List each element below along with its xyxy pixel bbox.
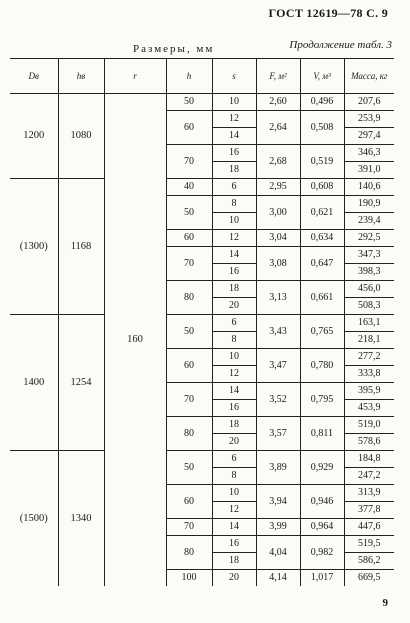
height-h-cell: 70 (166, 519, 212, 536)
thickness-cell: 16 (212, 400, 256, 417)
standard-header: ГОСТ 12619—78 С. 9 (268, 6, 388, 20)
table-body (10, 94, 394, 587)
column-header: Масса, кг (344, 59, 394, 94)
thickness-cell: 18 (212, 417, 256, 434)
mass-cell: 586,2 (344, 553, 394, 570)
height-h-cell: 80 (166, 417, 212, 451)
thickness-cell: 20 (212, 298, 256, 315)
volume-cell: 0,519 (300, 145, 344, 179)
thickness-cell: 18 (212, 553, 256, 570)
volume-cell: 0,964 (300, 519, 344, 536)
volume-cell: 0,811 (300, 417, 344, 451)
volume-cell: 0,982 (300, 536, 344, 570)
table-row (10, 315, 394, 332)
mass-cell: 277,2 (344, 349, 394, 366)
thickness-cell: 14 (212, 383, 256, 400)
thickness-cell: 10 (212, 485, 256, 502)
area-cell: 3,99 (256, 519, 300, 536)
height-h-cell: 50 (166, 94, 212, 111)
area-cell: 2,68 (256, 145, 300, 179)
column-header: F, м² (256, 59, 300, 94)
column-header: Dв (10, 59, 58, 94)
diameter-cell: (1300) (10, 179, 58, 315)
volume-cell: 0,795 (300, 383, 344, 417)
height-h-cell: 70 (166, 383, 212, 417)
height-h-cell: 70 (166, 145, 212, 179)
thickness-cell: 14 (212, 519, 256, 536)
table-header-row (10, 59, 394, 94)
mass-cell: 346,3 (344, 145, 394, 162)
diameter-cell: (1500) (10, 451, 58, 587)
page-number: 9 (382, 597, 388, 609)
thickness-cell: 16 (212, 536, 256, 553)
mass-cell: 163,1 (344, 315, 394, 332)
thickness-cell: 12 (212, 366, 256, 383)
table-row (10, 179, 394, 196)
height-hv-cell: 1340 (58, 451, 104, 587)
column-header: V, м³ (300, 59, 344, 94)
mass-cell: 391,0 (344, 162, 394, 179)
thickness-cell: 20 (212, 434, 256, 451)
mass-cell: 347,3 (344, 247, 394, 264)
mass-cell: 190,9 (344, 196, 394, 213)
area-cell: 2,64 (256, 111, 300, 145)
area-cell: 3,13 (256, 281, 300, 315)
thickness-cell: 8 (212, 468, 256, 485)
mass-cell: 395,9 (344, 383, 394, 400)
height-h-cell: 80 (166, 536, 212, 570)
area-cell: 2,60 (256, 94, 300, 111)
column-header: h (166, 59, 212, 94)
area-cell: 3,57 (256, 417, 300, 451)
volume-cell: 1,017 (300, 570, 344, 587)
height-h-cell: 50 (166, 451, 212, 485)
thickness-cell: 14 (212, 128, 256, 145)
height-h-cell: 70 (166, 247, 212, 281)
table-row (10, 94, 394, 111)
volume-cell: 0,946 (300, 485, 344, 519)
mass-cell: 398,3 (344, 264, 394, 281)
volume-cell: 0,508 (300, 111, 344, 145)
mass-cell: 184,8 (344, 451, 394, 468)
volume-cell: 0,647 (300, 247, 344, 281)
area-cell: 3,08 (256, 247, 300, 281)
thickness-cell: 18 (212, 281, 256, 298)
thickness-cell: 12 (212, 502, 256, 519)
thickness-cell: 8 (212, 332, 256, 349)
area-cell: 4,04 (256, 536, 300, 570)
area-cell: 2,95 (256, 179, 300, 196)
thickness-cell: 16 (212, 145, 256, 162)
mass-cell: 519,0 (344, 417, 394, 434)
area-cell: 4,14 (256, 570, 300, 587)
thickness-cell: 6 (212, 179, 256, 196)
column-header: r (104, 59, 166, 94)
area-cell: 3,43 (256, 315, 300, 349)
mass-cell: 239,4 (344, 213, 394, 230)
volume-cell: 0,634 (300, 230, 344, 247)
thickness-cell: 20 (212, 570, 256, 587)
volume-cell: 0,929 (300, 451, 344, 485)
diameter-cell: 1200 (23, 130, 45, 141)
mass-cell: 333,8 (344, 366, 394, 383)
mass-cell: 447,6 (344, 519, 394, 536)
sizes-heading: Размеры, мм (133, 43, 215, 55)
height-h-cell: 100 (166, 570, 212, 587)
thickness-cell: 12 (212, 111, 256, 128)
thickness-cell: 18 (212, 162, 256, 179)
thickness-cell: 10 (212, 94, 256, 111)
mass-cell: 207,6 (344, 94, 394, 111)
mass-cell: 292,5 (344, 230, 394, 247)
diameter-cell: 1400 (10, 315, 58, 451)
thickness-cell: 10 (212, 349, 256, 366)
area-cell: 3,94 (256, 485, 300, 519)
mass-cell: 377,8 (344, 502, 394, 519)
mass-cell: 519,5 (344, 536, 394, 553)
height-h-cell: 60 (166, 111, 212, 145)
volume-cell: 0,661 (300, 281, 344, 315)
mass-cell: 218,1 (344, 332, 394, 349)
mass-cell: 453,9 (344, 400, 394, 417)
mass-cell: 253,9 (344, 111, 394, 128)
height-hv-cell: 1080 (58, 94, 104, 179)
volume-cell: 0,621 (300, 196, 344, 230)
height-hv-cell: 1168 (58, 179, 104, 315)
area-cell: 3,00 (256, 196, 300, 230)
dimensions-table (10, 58, 394, 586)
mass-cell: 508,3 (344, 298, 394, 315)
thickness-cell: 14 (212, 247, 256, 264)
area-cell: 3,04 (256, 230, 300, 247)
table-row (10, 451, 394, 468)
volume-cell: 0,780 (300, 349, 344, 383)
thickness-cell: 6 (212, 315, 256, 332)
volume-cell: 0,608 (300, 179, 344, 196)
mass-cell: 140,6 (344, 179, 394, 196)
mass-cell: 456,0 (344, 281, 394, 298)
radius-cell: 160 (104, 94, 166, 587)
mass-cell: 578,6 (344, 434, 394, 451)
height-h-cell: 80 (166, 281, 212, 315)
thickness-cell: 6 (212, 451, 256, 468)
area-cell: 3,52 (256, 383, 300, 417)
area-cell: 3,47 (256, 349, 300, 383)
mass-cell: 297,4 (344, 128, 394, 145)
column-header: hв (58, 59, 104, 94)
mass-cell: 669,5 (344, 570, 394, 587)
height-h-cell: 60 (166, 349, 212, 383)
height-h-cell: 60 (166, 230, 212, 247)
column-header: s (212, 59, 256, 94)
height-h-cell: 50 (166, 315, 212, 349)
thickness-cell: 12 (212, 230, 256, 247)
mass-cell: 313,9 (344, 485, 394, 502)
height-h-cell: 60 (166, 485, 212, 519)
volume-cell: 0,765 (300, 315, 344, 349)
thickness-cell: 16 (212, 264, 256, 281)
table-continuation-note: Продолжение табл. 3 (289, 39, 392, 51)
thickness-cell: 10 (212, 213, 256, 230)
height-h-cell: 50 (166, 196, 212, 230)
mass-cell: 247,2 (344, 468, 394, 485)
volume-cell: 0,496 (300, 94, 344, 111)
height-h-cell: 40 (166, 179, 212, 196)
area-cell: 3,89 (256, 451, 300, 485)
height-hv-cell: 1254 (58, 315, 104, 451)
thickness-cell: 8 (212, 196, 256, 213)
